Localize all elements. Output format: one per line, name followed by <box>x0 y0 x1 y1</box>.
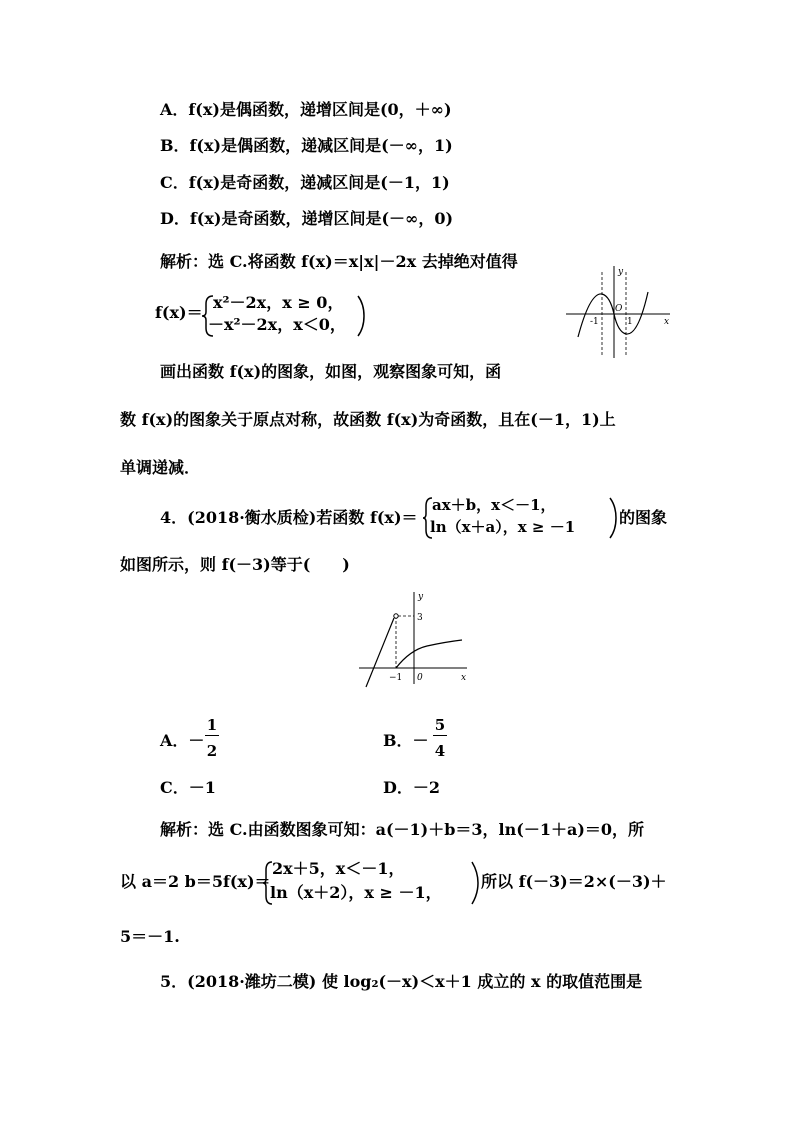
solution-3-line1: 解析：选 C.将函数 f(x)＝x|x|－2x 去掉绝对值得 <box>160 252 518 271</box>
graph-odd-function <box>562 262 682 362</box>
q4-case1: ax＋b，x＜－1， <box>432 496 556 514</box>
curve-left <box>578 294 614 337</box>
graph-piecewise <box>355 590 475 700</box>
q4-option-a-den: 2 <box>206 742 218 760</box>
graph1-pos1-label: 1 <box>627 317 633 327</box>
solution-3-line4: 单调递减． <box>120 458 201 477</box>
log-branch <box>396 640 462 668</box>
q4-line2: 如图所示，则 f(－3)等于( ) <box>120 555 350 574</box>
piecewise-case1: x²－2x，x ≥ 0， <box>213 293 344 312</box>
solution-3-line3: 数 f(x)的图象关于原点对称，故函数 f(x)为奇函数，且在(－1，1)上 <box>120 410 616 429</box>
sol4-case1: 2x＋5，x＜－1， <box>272 859 405 878</box>
graph1-y-label: y <box>618 267 624 277</box>
sol4-case2: ln（x＋2），x ≥ －1， <box>270 883 442 902</box>
q4-option-a-num: 1 <box>206 716 218 734</box>
q4-line1-prefix: 4．(2018·衡水质检)若函数 f(x)＝ <box>160 508 418 527</box>
graph2-neg1-label: −1 <box>389 673 403 683</box>
q4-option-b-num: 5 <box>434 716 446 734</box>
q4-option-a-bar <box>205 735 219 736</box>
q4-right-brace <box>608 496 618 540</box>
sol4-right-brace <box>470 860 480 906</box>
q4-option-b: B．－ <box>383 731 429 750</box>
q4-option-d: D．－2 <box>383 778 441 797</box>
solution-4-line3: 5＝－1. <box>120 927 180 946</box>
q4-option-b-bar <box>433 735 447 736</box>
right-brace <box>356 294 366 338</box>
open-endpoint <box>394 614 398 618</box>
q4-option-c: C．－1 <box>160 778 216 797</box>
graph1-neg1-label: -1 <box>590 317 599 327</box>
q4-case2: ln（x＋a），x ≥ －1 <box>430 518 576 536</box>
solution-3-line2: 画出函数 f(x)的图象，如图，观察图象可知，函 <box>160 362 502 381</box>
solution-4-line1: 解析：选 C.由函数图象可知：a(－1)＋b＝3，ln(－1＋a)＝0，所 <box>160 820 645 839</box>
graph2-x-label: x <box>461 673 467 683</box>
option-c: C．f(x)是奇函数，递减区间是(－1，1) <box>160 173 450 192</box>
graph2-origin-label: 0 <box>417 673 423 683</box>
piecewise-case2: －x²－2x，x＜0， <box>208 315 346 334</box>
q4-option-b-den: 4 <box>434 742 446 760</box>
q4-line1-suffix: 的图象 <box>619 508 668 527</box>
q5-line1: 5．(2018·潍坊二模) 使 log₂(－x)＜x＋1 成立的 x 的取值范围是 <box>160 972 643 991</box>
option-d: D．f(x)是奇函数，递增区间是(－∞，0) <box>160 209 454 228</box>
solution-4-suffix: 所以 f(－3)＝2×(－3)＋ <box>481 872 667 891</box>
graph1-origin-label: O <box>615 304 623 314</box>
option-a: A．f(x)是偶函数，递增区间是(0，＋∞) <box>160 100 452 119</box>
q4-option-a: A．－ <box>160 731 205 750</box>
option-b: B．f(x)是偶函数，递减区间是(－∞，1) <box>160 136 453 155</box>
piecewise-fx-prefix: f(x)＝ <box>155 303 203 322</box>
graph1-x-label: x <box>664 317 670 327</box>
graph2-three-label: 3 <box>417 613 423 623</box>
solution-4-prefix: 以 a＝2 b＝5f(x)＝ <box>120 872 271 891</box>
graph2-y-label: y <box>418 592 424 602</box>
